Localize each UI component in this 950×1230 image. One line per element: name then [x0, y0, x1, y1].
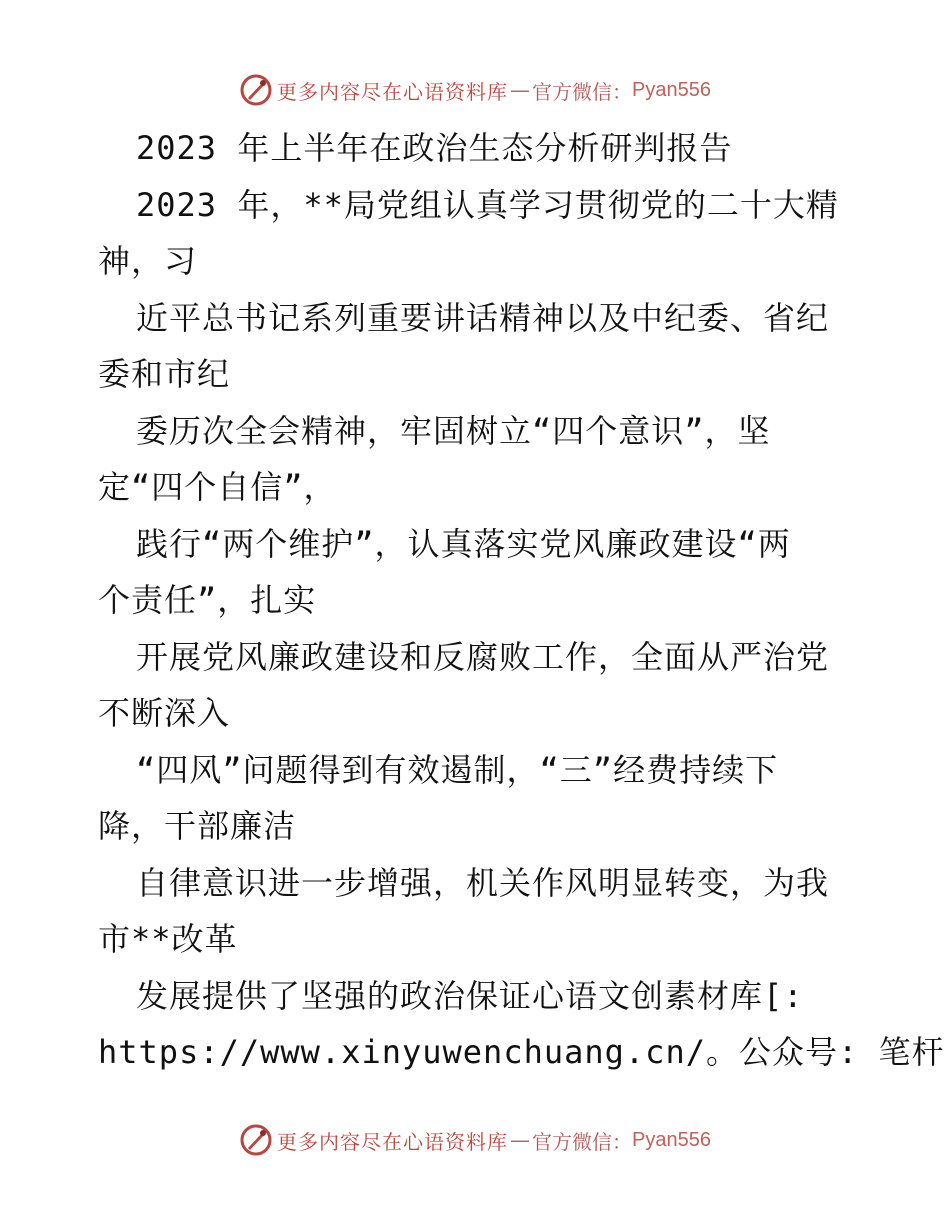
paragraph-line: 2023 年，**局党组认真学习贯彻党的二十大精 — [136, 185, 839, 224]
banner-site-text: 更多内容尽在心语资料库 — [277, 1129, 509, 1154]
banner-site-text: 更多内容尽在心语资料库 — [277, 79, 509, 104]
document-body — [98, 120, 945, 1081]
paragraph-line: 委历次全会精神，牢固树立“四个意识”，坚 — [136, 411, 771, 450]
banner-wechat-label: 官方微信： — [532, 1129, 633, 1154]
paragraph-line: 市**改革 — [98, 920, 238, 958]
paragraph-line: 定“四个自信”， — [98, 468, 337, 506]
paragraph-line: 开展党风廉政建设和反腐败工作，全面从严治党 — [136, 637, 830, 676]
banner-separator: — — [510, 1128, 531, 1152]
quill-logo-icon — [239, 73, 273, 107]
paragraph-line: 委和市纪 — [98, 355, 231, 393]
quill-logo-icon — [239, 1123, 273, 1157]
banner-separator: — — [510, 78, 531, 102]
paragraph-line: 践行“两个维护”，认真落实党风廉政建设“两 — [136, 524, 791, 563]
paragraph-line-url: https://www.xinyuwenchuang.cn/。公众号: 笔杆 — [98, 1033, 945, 1071]
banner-wechat-label: 官方微信： — [532, 79, 633, 104]
paragraph-line: 神，习 — [98, 242, 198, 280]
document-title: 2023 年上半年在政治生态分析研判报告 — [136, 129, 733, 167]
paragraph-line: 近平总书记系列重要讲话精神以及中纪委、省纪 — [136, 298, 830, 337]
footer-watermark-banner — [0, 1120, 950, 1160]
paragraph-line: 自律意识进一步增强，机关作风明显转变，为我 — [136, 863, 830, 902]
header-watermark-banner — [0, 70, 950, 110]
banner-wechat-id: Pyan556 — [632, 78, 711, 101]
paragraph-line: 降，干部廉洁 — [98, 807, 297, 845]
paragraph-line: “四风”问题得到有效遏制，“三”经费持续下 — [136, 750, 779, 789]
paragraph-line: 个责任”，扎实 — [98, 581, 317, 619]
banner-wechat-id: Pyan556 — [632, 1128, 711, 1151]
paragraph-line: 不断深入 — [98, 694, 231, 732]
paragraph-line: 发展提供了坚强的政治保证心语文创素材库[: — [136, 976, 804, 1015]
